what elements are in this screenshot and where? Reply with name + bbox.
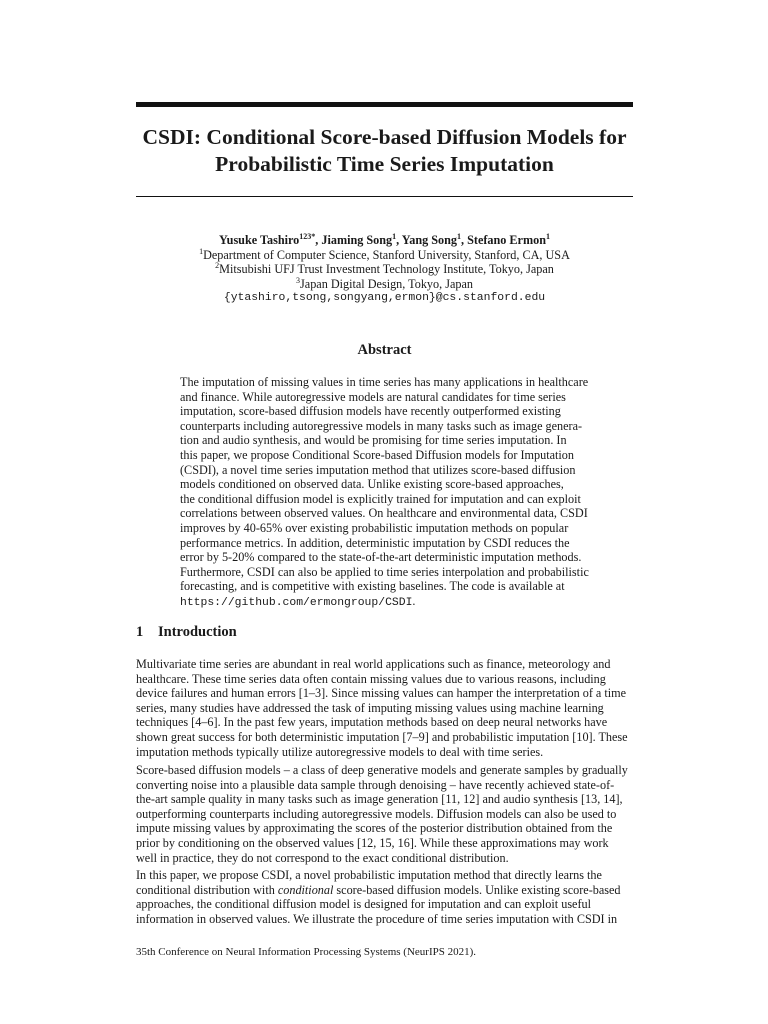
- abstract-line: the conditional diffusion model is explicitly trained for imputation and can exploit: [180, 491, 581, 506]
- author-name: , Jiaming Song: [315, 233, 393, 247]
- affiliation-sup: 1: [199, 246, 204, 256]
- abstract-line: models conditioned on observed data. Unlike existing score-based approaches,: [180, 477, 564, 492]
- paragraph-line: converting noise into a plausible data sample through denoising – have recently achieved state-of-: [136, 777, 615, 792]
- title-line: Probabilistic Time Series Imputation: [215, 152, 554, 176]
- author-name: , Yang Song: [396, 233, 458, 247]
- author-sup: 1: [546, 231, 550, 241]
- abstract-body: [180, 375, 589, 611]
- paragraph-line: well in practice, they do not correspond to the exact conditional distribution.: [136, 850, 509, 865]
- section-heading-introduction: [136, 624, 237, 641]
- paragraph-line: information in observed values. We illustrate the procedure of time series imputation with CSDI in: [136, 911, 618, 926]
- paragraph-line: device failures and human errors [1–3]. Since missing values can hamper the interpretation of a time: [136, 686, 627, 701]
- text-run: score-based diffusion models. Unlike existing score-based: [333, 882, 621, 897]
- code-url-end: .: [412, 593, 416, 608]
- paper-title: [120, 124, 649, 178]
- abstract-line: improves by 40-65% over existing probabilistic imputation methods on popular: [180, 520, 569, 535]
- paragraph-line: impute missing values by approximating the scores of the posterior distribution obtained from the: [136, 821, 613, 836]
- title-rule: [136, 196, 633, 197]
- emphasis-conditional: conditional: [277, 882, 334, 897]
- intro-paragraph-1: [136, 657, 633, 759]
- abstract-line: (CSDI), a novel time series imputation method that utilizes score-based diffusion: [180, 462, 576, 477]
- abstract-line: The imputation of missing values in time series has many applications in healthcare: [180, 375, 589, 389]
- paragraph-line: approaches, the conditional diffusion model is designed for imputation and can exploit useful: [136, 897, 592, 912]
- conference-footnote: 35th Conference on Neural Information Processing Systems (NeurIPS 2021).: [136, 946, 477, 958]
- text-run: conditional distribution with: [136, 882, 278, 897]
- author-sup: 1: [457, 231, 462, 241]
- paragraph-line: In this paper, we propose CSDI, a novel probabilistic imputation method that directly learns the: [136, 868, 602, 882]
- affiliation: [120, 262, 649, 277]
- affiliation-sup: 3: [296, 275, 301, 285]
- affiliation-text: Mitsubishi UFJ Trust Investment Technology Institute, Tokyo, Japan: [219, 262, 554, 277]
- title-line: CSDI: Conditional Score-based Diffusion Models for: [142, 125, 627, 149]
- affiliation-text: Japan Digital Design, Tokyo, Japan: [300, 276, 473, 291]
- affiliation-sup: 2: [215, 261, 220, 271]
- paragraph-line: outperforming counterparts including autoregressive models. Diffusion models can also be used to: [136, 806, 617, 821]
- author-names: [120, 233, 649, 248]
- abstract-line: error by 5-20% compared to the state-of-the-art deterministic imputation methods.: [180, 550, 582, 565]
- abstract-line: this paper, we propose Conditional Score-based Diffusion models for Imputation: [180, 447, 574, 462]
- abstract-heading: Abstract: [357, 342, 412, 358]
- section-number: 1: [136, 624, 144, 640]
- abstract-line: performance metrics. In addition, deterministic imputation by CSDI reduces the: [180, 535, 570, 550]
- abstract-line: forecasting, and is competitive with existing baselines. The code is available at: [180, 579, 565, 594]
- author-sup: 123*: [299, 231, 316, 241]
- abstract-line: correlations between observed values. On healthcare and environmental data, CSDI: [180, 506, 588, 521]
- affiliation: [120, 277, 649, 292]
- abstract-line: [180, 594, 589, 611]
- top-rule: [136, 102, 633, 107]
- paragraph-line: the-art sample quality in many tasks such as image generation [11, 12] and audio synthesis [13, 14],: [136, 792, 623, 807]
- affiliation-text: Department of Computer Science, Stanford University, Stanford, CA, USA: [203, 247, 570, 262]
- abstract-line: counterparts including autoregressive models in many tasks such as image genera-: [180, 418, 583, 433]
- paragraph-line: prior by conditioning on the observed values [12, 15, 16]. While these approximations may work: [136, 835, 609, 850]
- author-name: Yusuke Tashiro: [218, 233, 300, 247]
- intro-paragraph-3: [136, 868, 633, 926]
- abstract-line: and finance. While autoregressive models are natural candidates for time series: [180, 389, 566, 404]
- section-title: Introduction: [158, 624, 237, 640]
- paragraph-line: series, many studies have addressed the task of imputing missing values using machine learning: [136, 700, 604, 715]
- paragraph-line: imputation methods typically utilize autoregressive models to deal with time series.: [136, 744, 544, 759]
- abstract-line: tion and audio synthesis, and would be promising for time series imputation. In: [180, 433, 567, 448]
- author-email: {ytashiro,tsong,songyang,ermon}@cs.stanford.edu: [223, 292, 546, 305]
- intro-paragraph-2: [136, 763, 633, 865]
- affiliation: [120, 248, 649, 263]
- abstract-line: Furthermore, CSDI can also be applied to time series interpolation and probabilistic: [180, 564, 589, 579]
- paragraph-line: Score-based diffusion models – a class of deep generative models and generate samples by gradually: [136, 763, 628, 777]
- author-block: [120, 233, 649, 306]
- author-sup: 1: [392, 231, 397, 241]
- paragraph-line: shown great success for both deterministic imputation [7–9] and probabilistic imputation [10]. These: [136, 729, 628, 744]
- author-name: , Stefano Ermon: [461, 233, 546, 247]
- paragraph-line: techniques [4–6]. In the past few years, imputation methods based on deep neural networks have: [136, 715, 608, 730]
- code-url-link[interactable]: https://github.com/ermongroup/CSDI: [180, 596, 413, 609]
- paragraph-line: healthcare. These time series data often contain missing values due to various reasons, including: [136, 671, 606, 686]
- paragraph-line: [136, 883, 633, 898]
- paragraph-line: Multivariate time series are abundant in real world applications such as finance, meteorology and: [136, 657, 611, 671]
- abstract-line: imputation, score-based diffusion models have recently outperformed existing: [180, 404, 561, 419]
